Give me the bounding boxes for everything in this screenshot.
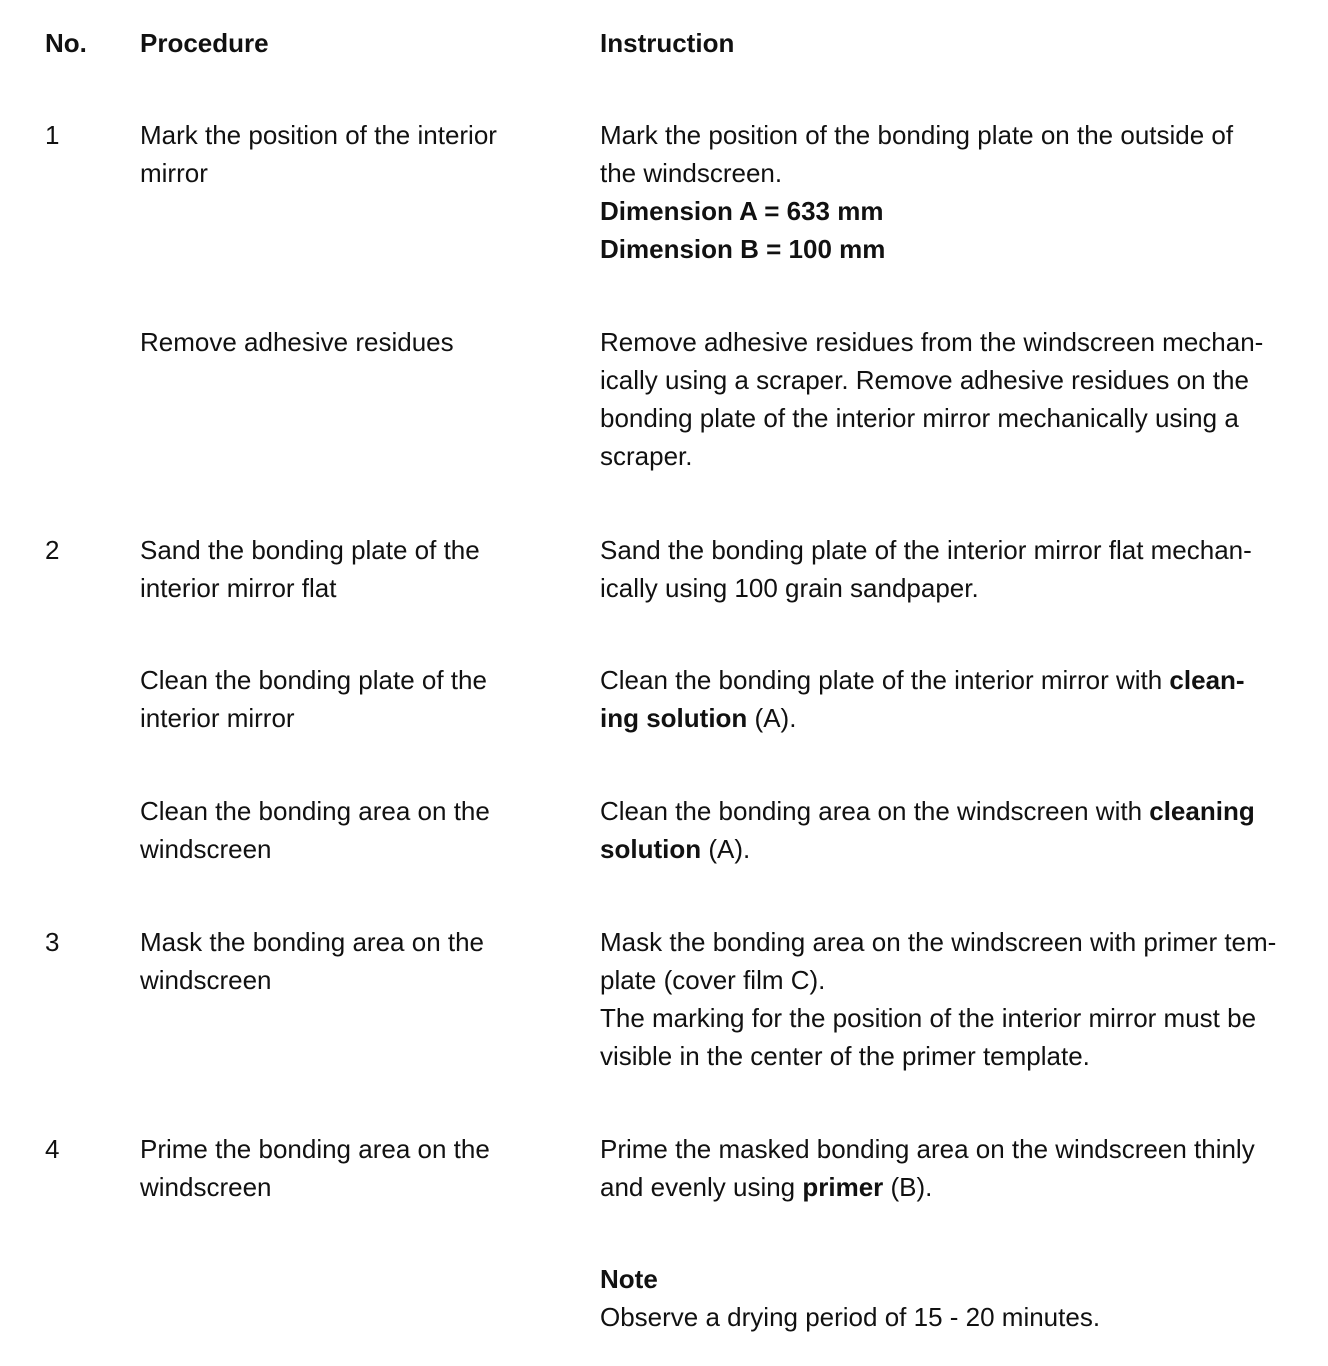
instruction-cell	[600, 661, 1315, 737]
dimension-a: Dimension A = 633 mm	[600, 196, 884, 226]
instruction-cell	[600, 116, 1315, 268]
note-title: Note	[600, 1264, 658, 1294]
procedure-cell	[140, 116, 560, 192]
header-instruction: Instruction	[600, 28, 735, 58]
instruction-text: Clean the bonding area on the windscreen with	[600, 796, 1150, 826]
note-text: Observe a drying period of 15 - 20 minutes.	[600, 1302, 1101, 1332]
cleaning-solution-term: ing solution	[600, 703, 748, 733]
instruction-line: Prime the masked bonding area on the windscreen thinly	[600, 1134, 1255, 1164]
header-procedure: Procedure	[140, 28, 269, 58]
instruction-line: plate (cover film C).	[600, 965, 826, 995]
procedure-line: interior mirror flat	[140, 573, 337, 603]
dimension-b: Dimension B = 100 mm	[600, 234, 886, 264]
procedure-line: windscreen	[140, 1172, 272, 1202]
procedure-line: Remove adhesive residues	[140, 327, 454, 357]
header-no: No.	[45, 28, 87, 58]
cleaning-solution-term: clean-	[1169, 665, 1245, 695]
procedure-line: Mark the position of the interior	[140, 120, 497, 150]
instruction-line: scraper.	[600, 441, 693, 471]
cleaning-solution-term: cleaning	[1149, 796, 1255, 826]
instruction-line	[600, 792, 1315, 830]
procedure-line: Clean the bonding plate of the	[140, 665, 487, 695]
cleaning-solution-term: solution	[600, 834, 702, 864]
procedure-line: mirror	[140, 158, 208, 188]
procedure-cell	[140, 923, 560, 999]
instruction-line: Remove adhesive residues from the windscreen mechan-	[600, 327, 1264, 357]
instruction-line	[600, 1168, 1315, 1206]
instruction-line	[600, 699, 1315, 737]
instruction-line: Sand the bonding plate of the interior mirror flat mechan-	[600, 535, 1252, 565]
instruction-line: Mark the position of the bonding plate on the outside of	[600, 120, 1234, 150]
instruction-text: Clean the bonding plate of the interior mirror with	[600, 665, 1170, 695]
procedure-line: Clean the bonding area on the	[140, 796, 490, 826]
procedure-line: windscreen	[140, 834, 272, 864]
step-number: 3	[45, 927, 60, 957]
instruction-line: visible in the center of the primer template.	[600, 1041, 1090, 1071]
instruction-cell	[600, 323, 1315, 475]
procedure-line: interior mirror	[140, 703, 295, 733]
instruction-line	[600, 661, 1315, 699]
instruction-line: bonding plate of the interior mirror mechanically using a	[600, 403, 1239, 433]
instruction-text: and evenly using	[600, 1172, 803, 1202]
procedure-line: Prime the bonding area on the	[140, 1134, 490, 1164]
procedure-cell	[140, 661, 560, 737]
step-number: 4	[45, 1134, 60, 1164]
procedure-line: windscreen	[140, 965, 272, 995]
instruction-line: Mask the bonding area on the windscreen with primer tem-	[600, 927, 1277, 957]
procedure-line: Sand the bonding plate of the	[140, 535, 480, 565]
instruction-text: (B).	[883, 1172, 933, 1202]
primer-term: primer	[802, 1172, 884, 1202]
instruction-cell	[600, 923, 1315, 1075]
procedure-cell	[140, 323, 560, 361]
procedure-cell	[140, 531, 560, 607]
instruction-line: ically using 100 grain sandpaper.	[600, 573, 979, 603]
procedure-line: Mask the bonding area on the	[140, 927, 485, 957]
instruction-text: (A).	[747, 703, 797, 733]
procedure-cell	[140, 792, 560, 868]
step-number: 1	[45, 120, 60, 150]
instruction-line: ically using a scraper. Remove adhesive residues on the	[600, 365, 1249, 395]
procedure-cell	[140, 1130, 560, 1206]
note-cell	[600, 1260, 1315, 1336]
step-number: 2	[45, 535, 60, 565]
instruction-cell	[600, 792, 1315, 868]
instruction-line: the windscreen.	[600, 158, 783, 188]
instruction-cell	[600, 531, 1315, 607]
instruction-text: (A).	[701, 834, 751, 864]
instruction-cell	[600, 1130, 1315, 1206]
instruction-line: The marking for the position of the interior mirror must be	[600, 1003, 1257, 1033]
instruction-line	[600, 830, 1315, 868]
